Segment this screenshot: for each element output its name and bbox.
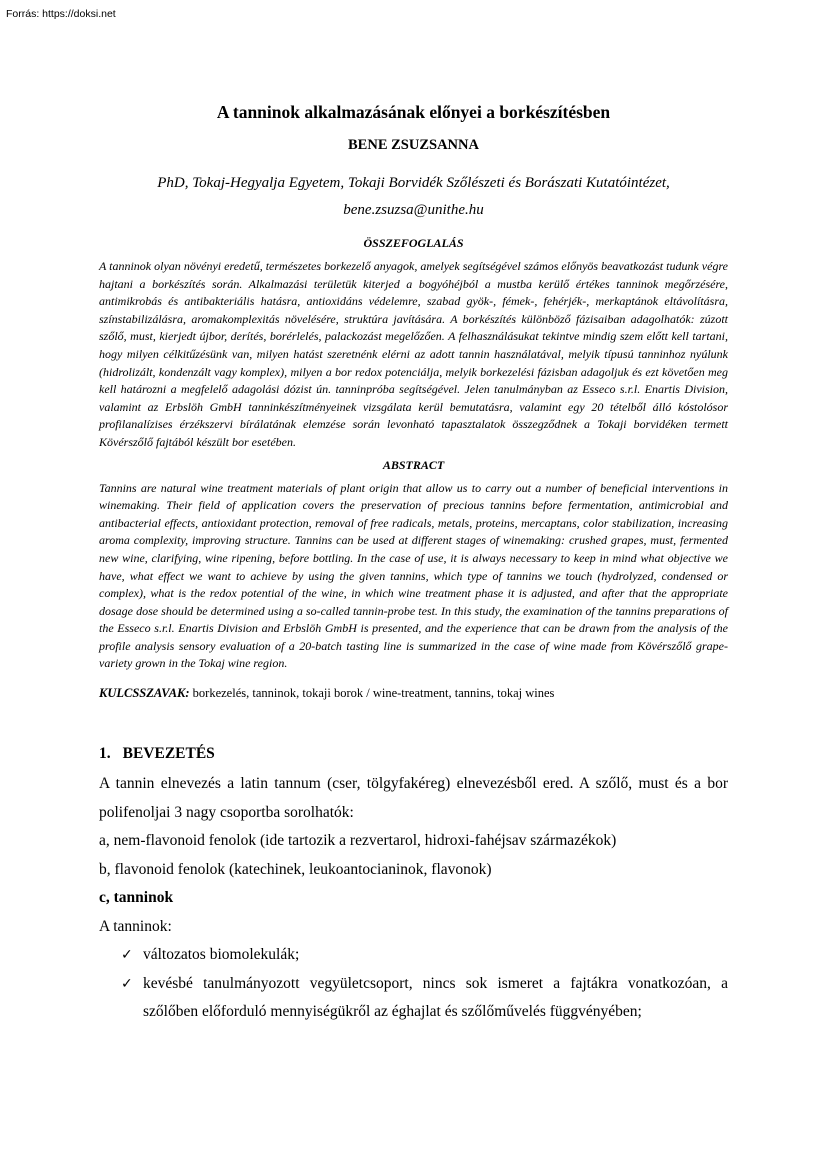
keywords-text: borkezelés, tanninok, tokaji borok / wine-treatment, tannins, tokaj wines bbox=[192, 686, 555, 701]
keywords bbox=[99, 685, 728, 702]
group-c: c, tanninok bbox=[99, 889, 174, 907]
author-name: BENE ZSUZSANNA bbox=[348, 137, 479, 153]
tannin-properties-list bbox=[99, 941, 728, 1027]
group-a: a, nem-flavonoid fenolok (ide tartozik a rezvertarol, hidroxi-fahéjsav származékok) bbox=[99, 832, 617, 850]
list-intro: A tanninok: bbox=[99, 917, 172, 935]
abstract-heading: ABSTRACT bbox=[382, 457, 445, 472]
section-heading bbox=[99, 744, 728, 764]
check-mark-icon: ✓ bbox=[121, 975, 133, 992]
section-title: BEVEZETÉS bbox=[122, 745, 215, 763]
list-item-text: kevésbé tanulmányozott vegyületcsoport, nincs sok ismeret a fajtákra vonatkozóan, a szőlőben előforduló mennyiségükről az éghajlat és szőlőművelés függvényében; bbox=[143, 974, 728, 1021]
affiliation: PhD, Tokaj-Hegyalja Egyetem, Tokaji Borvidék Szőlészeti és Borászati Kutatóintézet, bbox=[157, 175, 670, 191]
summary-text: A tanninok olyan növényi eredetű, természetes borkezelő anyagok, amelyek segítségével számos előnyös beavatkozást tudunk végre hajtani a borkészítés során. Alkalmazási területük kiterjed a bogyóhéjból a mustba kerülő értékes tanninok megőrzésére, antimikrobás és antibakteriális hatásra, antioxidáns védelemre, szabad gyök-, fémek-, fehérjék-, merkaptánok eltávolításra, színstabilizálásra, aromakomplexitás növelésére, struktúra javítására. A borkészítés különböző fázisaiban adagolhatók: zúzott szőlő, must, kierjedt újbor, derítés, borérlelés, palackozást megelőzően. A felhasználásukat tekintve mindig szem előtt kell tartani, hogy milyen célkitűzésünk van, milyen hatást szeretnénk elérni az adott tannin használatával, melyik típusú tanninhoz nyúlunk (hidrolizált, kondenzált vagy komplex), milyen a bor redox potenciálja, melyik borkezelési fázisban adagoljuk és ezt követően meg kell határozni a megfelelő adagolási dózist ún. tanninpróba segítségével. Jelen tanulmányban az Esseco s.r.l. Enartis Division, valamint az Erbslöh GmbH tanninkészítményeinek vizsgálata kerül bemutatásra, valamint egy 20 tételből álló kóstolósor profilanalízises érzékszervi bírálatának elemzése során levonható tapasztalatok összegződnek a Tokaji borvidéken termett Kövérszőlő fajtából készült bor esetében. bbox=[99, 259, 728, 449]
list-item bbox=[99, 970, 728, 1027]
section-intro: A tannin elnevezés a latin tannum (cser, tölgyfakéreg) elnevezésből ered. A szőlő, must és a bor polifenoljai 3 nagy csoportba sorolhatók: bbox=[99, 775, 728, 821]
summary-heading: ÖSSZEFOGLALÁS bbox=[363, 236, 464, 250]
author-email: bene.zsuzsa@unithe.hu bbox=[343, 202, 484, 218]
list-item bbox=[99, 941, 728, 970]
section-number: 1. bbox=[99, 745, 111, 763]
paper-title: A tanninok alkalmazásának előnyei a borkészítésben bbox=[216, 102, 611, 122]
keywords-label: KULCSSZAVAK: bbox=[99, 686, 190, 701]
abstract-text: Tannins are natural wine treatment materials of plant origin that allow us to carry out a number of beneficial interventions in winemaking. Their field of application covers the preservation of precious tannins before fermentation, antimicrobial and antibacterial effects, antioxidant protection, removal of free radicals, metals, proteins, mercaptans, color stabilization, increasing aroma complexity, improving structure. Tannins can be used at different stages of winemaking: crushed grapes, must, fermented new wine, clarifying, wine ripening, before bottling. In the case of use, it is always necessary to keep in mind what objective we have, what effect we want to achieve by using the given tannins, which type of tannins we touch (hydrolyzed, condensed or complex), what is the redox potential of the wine, in which wine treatment phase it is adjusted, and after that the appropriate dosage dose should be determined using a so-called tannin-probe test. In this study, the examination of the tannins preparations of the Esseco s.r.l. Enartis Division and Erbslöh GmbH is presented, and the experience that can be drawn from the analysis of the profile analysis sensory evaluation of a 20-batch tasting line is summarized in the case of wine made from Kövérszőlő grape-variety grown in the Tokaj wine region. bbox=[99, 480, 728, 671]
check-mark-icon: ✓ bbox=[121, 947, 133, 964]
paper-page bbox=[99, 101, 728, 1027]
source-note: Forrás: https://doksi.net bbox=[6, 8, 116, 20]
affiliation-block bbox=[99, 170, 728, 224]
group-b: b, flavonoid fenolok (katechinek, leukoantocianinok, flavonok) bbox=[99, 860, 492, 878]
list-item-text: változatos biomolekulák; bbox=[143, 946, 300, 964]
